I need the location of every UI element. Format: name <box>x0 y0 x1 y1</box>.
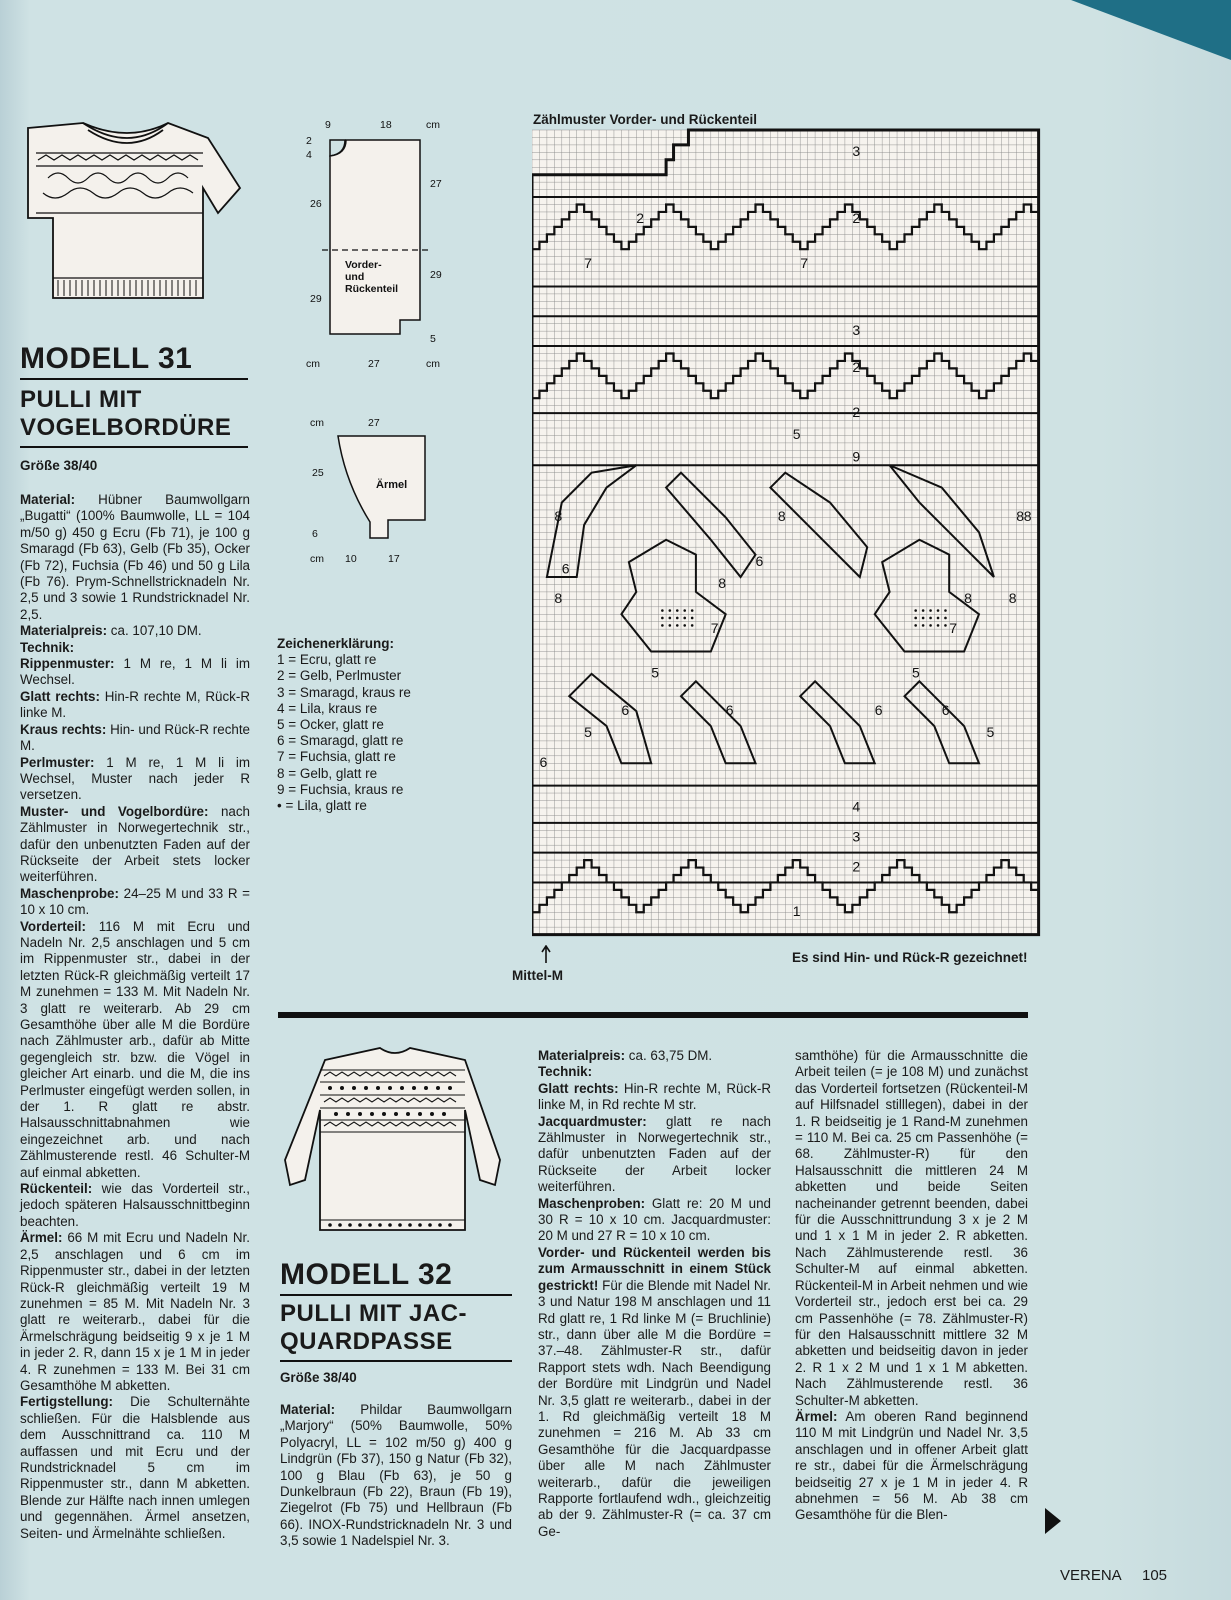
chart-color-number: 8 <box>718 575 727 592</box>
schema-body <box>300 112 460 377</box>
section-divider <box>278 1012 1028 1018</box>
legend-item: 2 = Gelb, Perlmuster <box>277 668 402 684</box>
modell31-paragraph-label: Glatt rechts: <box>20 688 100 704</box>
modell32-paragraph <box>280 1402 512 1550</box>
chart-center-label: Mittel-M <box>512 968 563 983</box>
modell32-col2 <box>538 1048 771 1540</box>
schema-body-right-num-1: 27 <box>430 178 442 190</box>
chart-dot <box>929 609 932 612</box>
schema-body-label-2: und <box>345 271 365 283</box>
schema-body-top-num-1: 9 <box>325 119 331 131</box>
modell32-paragraph-body: Phildar Baumwollgarn „Marjory“ (50% Baumwolle, 50% Polyacryl, LL = 102 m/50 g) 400 g Lindgrün (Fb 37), 150 g Natur (Fb 32), 100 g Blau (Fb 63), je 50 g Dunkelbraun (Fb 22), Braun (Fb 19), Ziegelrot (Fb 75) und Hellbraun (Fb 66). INOX-Rundstricknadeln Nr. 3 und 3,5 sowie 1 Nadelspiel Nr. 3. <box>280 1402 512 1549</box>
schema-body-label-3: Rückenteil <box>345 283 399 295</box>
schema-sleeve-top-num-1: cm <box>310 417 324 429</box>
corner-band <box>1071 0 1231 60</box>
legend-item: 8 = Gelb, glatt re <box>277 765 378 781</box>
legend-item: 3 = Smaragd, kraus re <box>277 684 411 700</box>
modell32-paragraph <box>795 1409 1028 1524</box>
chart-dot <box>691 609 694 612</box>
chart-color-number: 2 <box>852 210 861 227</box>
modell31-paragraph <box>20 1181 250 1230</box>
modell31-paragraph-body: Die Schulternähte schließen. Für die Halsblende aus dem Ausschnittrand ca. 110 M auffassen und mit Ecru und der Rundstricknadel 5 cm im Rippenmuster str., dann M abketten. Blende zur Hälfte nach innen umlegen und gegennähen. Ärmel ansetzen, Seiten- und Ärmelnähte schließen. <box>20 1394 250 1541</box>
chart-dot <box>944 617 947 620</box>
legend-items <box>277 652 411 814</box>
modell31-paragraph <box>20 755 250 804</box>
legend <box>277 636 411 814</box>
modell31-number: MODELL 31 <box>20 342 193 375</box>
chart-color-number: 6 <box>725 701 734 718</box>
footer-magazine: VERENA <box>1060 1567 1122 1584</box>
chart-dot <box>683 624 686 627</box>
chart-dot <box>669 617 672 620</box>
chart-dot <box>676 617 679 620</box>
schema-body-left-num-4: 29 <box>310 293 322 305</box>
schema-body-bottom-num-3: cm <box>426 358 440 370</box>
center-arrow-icon <box>540 945 552 963</box>
legend-item: 1 = Ecru, glatt re <box>277 652 377 668</box>
schema-sleeve-bottom-num-3: 17 <box>388 553 400 565</box>
chart-dot <box>683 617 686 620</box>
modell32-size: Größe 38/40 <box>280 1370 357 1385</box>
schema-sleeve-top-num-2: 27 <box>368 417 380 429</box>
chart-dot <box>922 609 925 612</box>
modell31-paragraph-label: Maschenprobe: <box>20 885 119 901</box>
continue-arrow-icon <box>1045 1508 1061 1534</box>
modell31-paragraph-body: 116 M mit Ecru und Nadeln Nr. 2,5 anschlagen und 5 cm im Rippenmuster str., dabei in der letzten Rück-R gleichmäßig verteilt 17 M zunehmen = 133 M. Mit Nadeln Nr. 3 glatt re weiterarb. Ab 29 cm Gesamthöhe über alle M die Bordüre nach Zählmuster arb., dafür ab Mitte gegengleich str. bzw. die Vögel in gleicher Art einarb. und die M, die ins Perlmuster eingefügt werden sollen, in der 1. R glatt re abstr. Halsausschnittabnahmen wie eingezeichnet arb. und nach Zählmusterende restl. 46 Schulter-M auf einmal abketten. <box>20 918 250 1180</box>
schema-body-label-1: Vorder- <box>345 259 382 271</box>
chart-color-number: 6 <box>941 701 950 718</box>
schema-sleeve-left-num-1: 25 <box>312 467 324 479</box>
chart-dot <box>691 624 694 627</box>
footer-page-number: 105 <box>1142 1567 1168 1584</box>
modell32-title-rule <box>280 1360 512 1362</box>
chart-color-number: 1 <box>792 902 801 919</box>
modell32-paragraph-body: Für die Blende mit Nadel Nr. 3 und Natur 198 M anschlagen und 11 Rd glatt re, 1 Rd linke M (= Bruchlinie) str., dann über alle M die Bordüre = 37.–48. Zählmuster-R str., dafür Rapport stets wdh. Nach Beendigung der Bordüre mit Lindgrün und Nadel Nr. 3,5 glatt re weiterarb., dabei in der 1. Rd gleichmäßig verteilt 18 M zunehmen = 216 M. Ab 33 cm Gesamthöhe für die Jacquardpasse über alle M nach Zählmuster weiterarb., dafür die jeweiligen Rapporte fortlaufend wdh., gleichzeitig ab der 9. Zählmuster-R (= ca. 37 cm Ge- <box>538 1277 771 1539</box>
chart-color-number: 2 <box>852 403 861 420</box>
chart-color-number: 5 <box>792 426 801 443</box>
legend-item: 6 = Smaragd, glatt re <box>277 733 404 749</box>
chart-color-number: 3 <box>852 143 861 160</box>
schema-body-top-num-3: cm <box>426 119 440 131</box>
chart-color-number: 7 <box>949 619 957 636</box>
chart-dot <box>661 624 664 627</box>
chart-color-number: 5 <box>986 724 995 741</box>
modell32-paragraph <box>538 1196 771 1245</box>
modell31-paragraph-label: Rippenmuster: <box>20 656 115 672</box>
modell31-paragraph-label: Fertigstellung: <box>20 1394 113 1410</box>
modell31-paragraph-body: 24–25 M und 33 R = 10 x 10 cm. <box>20 885 250 918</box>
chart-dot <box>937 624 940 627</box>
modell31-paragraph <box>20 623 250 639</box>
modell32-paragraph <box>538 1048 771 1064</box>
modell32-paragraph-label: Technik: <box>538 1064 593 1080</box>
chart-dot <box>683 609 686 612</box>
modell31-paragraph-label: Muster- und Vogelbordüre: <box>20 803 209 819</box>
modell32-heading-rule <box>280 1294 512 1296</box>
chart-note: Es sind Hin- und Rück-R gezeichnet! <box>792 950 1028 965</box>
modell31-paragraph <box>20 919 250 1182</box>
chart-dot <box>944 609 947 612</box>
chart-dot <box>929 624 932 627</box>
modell32-paragraph-body: Am oberen Rand beginnend 110 M mit Lindgrün und Nadel Nr. 3,5 anschlagen und in offener Arbeit glatt re str., dabei für die Ärmelschrägung beidseitig 27 x je 1 M in jeder 4. R abnehmen = 56 M. Ab 38 cm Gesamthöhe für die Blen- <box>795 1408 1028 1523</box>
modell32-paragraph-body: glatt re nach Zählmuster in Norwegertechnik str., dafür unbenutzten Faden auf der Rückseite der Arbeit locker weiterführen. <box>538 1113 771 1195</box>
chart-color-number: 8 <box>1023 508 1032 525</box>
schema-body-right-num-3: 5 <box>430 333 436 345</box>
chart-color-number: 5 <box>584 724 592 741</box>
modell32-paragraph <box>795 1048 1028 1409</box>
modell32-paragraph-label: Material: <box>280 1402 336 1417</box>
chart-color-number: 8 <box>554 508 563 525</box>
modell32-paragraph-body: ca. 63,75 DM. <box>625 1048 713 1063</box>
chart-color-number: 8 <box>777 508 786 525</box>
modell31-paragraph-body: Hübner Baumwollgarn „Bugatti“ (100% Baumwolle, LL = 104 m/50 g) 450 g Ecru (Fb 71), je 100 g Smaragd (Fb 63), Gelb (Fb 35), Ocker (Fb 72), Fuchsia (Fb 46) und 50 g Lila (Fb 76). Prym-Schnellstricknadeln Nr. 2,5 und 3 sowie 1 Rundstricknadel Nr. 2,5. <box>20 492 250 622</box>
modell32-paragraph-label: Materialpreis: <box>538 1048 626 1063</box>
schema-body-bottom-num-2: 27 <box>368 358 380 370</box>
sweater-illustration-31 <box>18 118 243 303</box>
modell31-paragraph <box>20 1394 250 1542</box>
chart-color-number: 6 <box>755 552 764 569</box>
modell32-paragraph-label: Vorder- und Rückenteil werden bis zum Armausschnitt in einem Stück gestrickt! <box>538 1244 771 1293</box>
modell31-title-line2: VOGELBORDÜRE <box>20 414 232 441</box>
chart-title: Zählmuster Vorder- und Rückenteil <box>533 112 758 127</box>
chart-dot <box>669 609 672 612</box>
schema-body-left-num-3: 26 <box>310 198 322 210</box>
modell31-paragraph-label: Ärmel: <box>20 1230 63 1246</box>
modell32-paragraph <box>538 1081 771 1114</box>
modell32-paragraph-body: samthöhe) für die Armausschnitte die Arbeit teilen (= je 108 M) und zunächst das Vorderteil fortsetzen (Rückenteil-M auf Hilfsnadel stilllegen), dabei in der 1. R beidseitig je 1 Rand-M zunehmen = 110 M. Bei ca. 25 cm Passenhöhe (= 68. Zählmuster-R) für den Halsausschnitt die mittleren 24 M abketten und beide Seiten nacheinander getrennt beenden, dabei für die Ausschnittrundung 3 x je 2 M und 1 x 1 M in jeder 2. R abketten. Nach Zählmusterende restl. 36 Schulter-M auf einmal abketten. Rückenteil-M in Arbeit nehmen und wie Vorderteil str., jedoch erst bei ca. 29 cm Passenhöhe (= 78. Zählmuster-R) für den Halsausschnitt mittlere 32 M abketten und beidseitig davon in jeder 2. R 1 x 2 M und 1 x 1 M abketten. Nach Zählmusterende restl. 36 Schulter-M abketten. <box>795 1048 1028 1408</box>
modell31-paragraph-body: 1 M re, 1 M li im Wechsel, Muster nach jeder R versetzen. <box>20 754 250 803</box>
modell32-title-line1: PULLI MIT JAC- <box>280 1300 467 1327</box>
modell32-col3 <box>795 1048 1028 1524</box>
chart-dot <box>676 624 679 627</box>
chart-dot <box>661 617 664 620</box>
chart-color-number: 8 <box>964 590 972 607</box>
chart-color-number: 2 <box>852 858 861 875</box>
modell32-paragraph-label: Glatt rechts: <box>538 1080 619 1096</box>
legend-item: • = Lila, glatt re <box>277 798 367 814</box>
schema-body-left-num-1: 2 <box>306 135 312 147</box>
chart-color-number: 7 <box>710 619 719 636</box>
modell31-size: Größe 38/40 <box>20 458 98 473</box>
modell31-paragraph-label: Technik: <box>20 639 75 655</box>
modell31-paragraph <box>20 804 250 886</box>
chart-color-number: 6 <box>561 560 570 577</box>
chart-dot <box>676 609 679 612</box>
schema-sleeve-bottom-num-2: 10 <box>345 553 357 565</box>
schema-sleeve-left-num-2: 6 <box>312 528 318 540</box>
modell31-paragraph <box>20 640 250 656</box>
legend-title: Zeichenerklärung: <box>277 636 395 651</box>
chart-dot <box>914 624 917 627</box>
chart-color-number: 7 <box>584 254 592 271</box>
modell32-paragraph-body: Hin-R rechte M, Rück-R linke M, in Rd rechte M str. <box>538 1080 771 1113</box>
modell32-col1 <box>280 1402 512 1550</box>
modell31-paragraph-body: Hin- und Rück-R rechte M. <box>20 721 250 754</box>
modell31-paragraph-body: nach Zählmuster in Norwegertechnik str., dafür den unbenutzten Faden auf der Rückseite der Arbeit stets locker weiterführen. <box>20 803 250 885</box>
chart-dot <box>661 609 664 612</box>
chart-dot <box>944 624 947 627</box>
modell32-paragraph-label: Jacquardmuster: <box>538 1113 647 1129</box>
schema-sleeve-bottom-num-1: cm <box>310 553 324 565</box>
chart-color-number: 6 <box>621 701 630 718</box>
modell31-paragraph-body: 1 M re, 1 M li im Wechsel. <box>20 656 250 688</box>
modell32-paragraph <box>538 1064 771 1080</box>
modell31-paragraph-label: Rückenteil: <box>20 1181 93 1197</box>
modell31-paragraph <box>20 656 250 689</box>
chart-dot <box>929 617 932 620</box>
legend-item: 4 = Lila, kraus re <box>277 700 378 716</box>
modell31-heading-rule <box>20 378 248 380</box>
chart-dot <box>937 609 940 612</box>
modell32-paragraph <box>538 1245 771 1540</box>
chart-color-number: 9 <box>852 448 861 465</box>
sweater-illustration-32 <box>280 1040 505 1235</box>
modell32-paragraph-body: Glatt re: 20 M und 30 R = 10 x 10 cm. Jacquardmuster: 20 M und 27 R = 10 x 10 cm. <box>538 1195 771 1244</box>
chart-dot <box>669 624 672 627</box>
modell31-paragraph-label: Kraus rechts: <box>20 721 107 737</box>
schema-body-bottom-num-1: cm <box>306 358 320 370</box>
legend-item: 5 = Ocker, glatt re <box>277 717 384 733</box>
modell31-paragraph-label: Materialpreis: <box>20 623 108 639</box>
chart-dot <box>922 624 925 627</box>
modell31-paragraph <box>20 492 250 623</box>
modell31-title-line1: PULLI MIT <box>20 386 142 413</box>
modell31-paragraph-label: Material: <box>20 492 76 507</box>
chart-color-number: 5 <box>651 664 659 681</box>
chart-color-number: 8 <box>554 590 563 607</box>
schema-body-left-num-2: 4 <box>306 149 312 161</box>
modell31-title-rule <box>20 446 248 448</box>
modell31-paragraph-label: Perlmuster: <box>20 754 95 770</box>
modell32-title-line2: QUARDPASSE <box>280 1328 453 1355</box>
chart-dot <box>922 617 925 620</box>
chart-dot <box>914 609 917 612</box>
modell31-paragraph <box>20 886 250 919</box>
chart-color-number: 8 <box>1008 590 1017 607</box>
modell31-paragraph-body: Hin-R rechte M, Rück-R linke M. <box>20 688 250 721</box>
chart-dot <box>914 617 917 620</box>
modell32-number: MODELL 32 <box>280 1258 453 1291</box>
chart-color-number: 3 <box>852 828 861 845</box>
modell32-paragraph-label: Ärmel: <box>795 1408 838 1424</box>
schema-body-right-num-2: 29 <box>430 269 442 281</box>
chart-color-number: 4 <box>852 798 861 815</box>
modell31-paragraph-body: ca. 107,10 DM. <box>107 623 202 639</box>
chart-color-number: 2 <box>852 359 861 376</box>
modell31-paragraph-body: wie das Vorderteil str., jedoch späteren Halsausschnittbeginn beachten. <box>20 1181 250 1229</box>
chart-color-number: 5 <box>911 664 920 681</box>
modell31-paragraph-label: Vorderteil: <box>20 918 86 934</box>
chart-color-number: 2 <box>636 210 645 227</box>
modell31-instructions <box>20 492 250 1542</box>
modell31-paragraph <box>20 722 250 755</box>
schema-sleeve <box>300 412 460 577</box>
chart-color-number: 6 <box>539 753 548 770</box>
legend-item: 7 = Fuchsia, glatt re <box>277 749 396 765</box>
modell32-paragraph-label: Maschenproben: <box>538 1195 646 1211</box>
modell31-paragraph <box>20 689 250 722</box>
chart-dot <box>937 617 940 620</box>
modell31-paragraph-body: 66 M mit Ecru und Nadeln Nr. 2,5 anschlagen und 6 cm im Rippenmuster str., dabei in der letzten Rück-R gleichmäßig verteilt 19 M zunehmen = 85 M. Mit Nadeln Nr. 3 glatt re weiterarb., dabei für die Ärmelschrägung beidseitig 9 x je 1 M in jeder 2. R, dann 15 x je 1 M in jeder 4. R zunehmen = 133 M. Bei 31 cm Gesamthöhe M abketten. <box>20 1230 250 1393</box>
chart-color-number: 8 <box>1016 508 1025 525</box>
chart-color-number: 3 <box>852 321 861 338</box>
modell31-paragraph <box>20 1230 250 1394</box>
schema-sleeve-label: Ärmel <box>376 479 408 491</box>
legend-item: 9 = Fuchsia, kraus re <box>277 781 404 797</box>
schema-body-top-num-2: 18 <box>380 119 392 131</box>
pattern-chart <box>532 128 1057 953</box>
chart-color-number: 6 <box>874 701 883 718</box>
chart-dot <box>691 617 694 620</box>
modell32-paragraph <box>538 1114 771 1196</box>
chart-color-number: 7 <box>800 254 808 271</box>
